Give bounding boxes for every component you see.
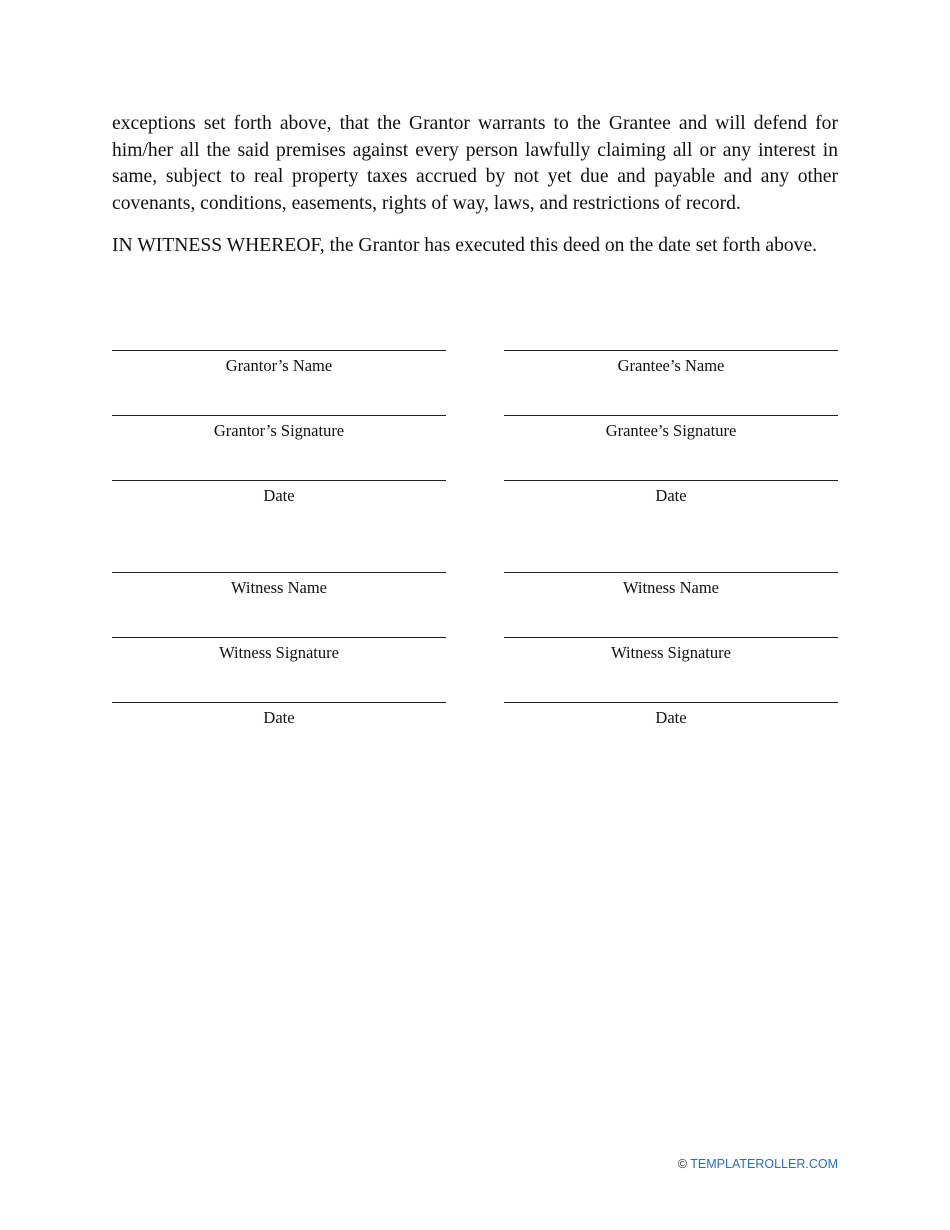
body-paragraph-witness-clause: IN WITNESS WHEREOF, the Grantor has executed this deed on the date set forth above.	[112, 235, 818, 256]
footer-copyright	[678, 1156, 838, 1172]
grantee-signature-label: Grantee’s Signature	[605, 421, 737, 440]
witness-right-name-block	[504, 572, 838, 598]
body-paragraph-warranty: exceptions set forth above, that the Grantor warrants to the Grantee and will defend for him/her all the said premises against every person lawfully claiming all or any interest in same, subject to real property taxes accrued by not yet due and payable and any other covenants, conditions, easements, rights of way, laws, and restrictions of record.	[112, 113, 838, 214]
witness-right-name-line[interactable]	[504, 572, 838, 573]
witness-left-date-block	[112, 702, 446, 728]
grantor-name-line[interactable]	[112, 350, 446, 351]
witness-left-signature-line[interactable]	[112, 637, 446, 638]
grantee-signature-line[interactable]	[504, 415, 838, 416]
grantor-date-label: Date	[263, 486, 295, 505]
grantee-date-block	[504, 480, 838, 506]
witness-left-signature-block	[112, 637, 446, 663]
witness-left-name-line[interactable]	[112, 572, 446, 573]
witness-left-name-label: Witness Name	[230, 578, 328, 597]
grantee-name-label: Grantee’s Name	[617, 356, 725, 375]
witness-left-name-block	[112, 572, 446, 598]
witness-right-date-block	[504, 702, 838, 728]
templateroller-link[interactable]: TEMPLATEROLLER.COM	[690, 1157, 838, 1171]
grantor-date-line[interactable]	[112, 480, 446, 481]
grantor-signature-line[interactable]	[112, 415, 446, 416]
copyright-symbol: ©	[677, 1157, 688, 1171]
grantor-signature-label: Grantor’s Signature	[213, 421, 345, 440]
grantee-name-line[interactable]	[504, 350, 838, 351]
witness-left-signature-label: Witness Signature	[219, 643, 339, 662]
grantee-name-block	[504, 350, 838, 376]
witness-right-date-line[interactable]	[504, 702, 838, 703]
grantor-signature-block	[112, 415, 446, 441]
witness-left-date-label: Date	[263, 708, 295, 727]
grantee-signature-block	[504, 415, 838, 441]
grantor-name-label: Grantor’s Name	[225, 356, 333, 375]
witness-right-signature-label: Witness Signature	[611, 643, 731, 662]
witness-right-signature-block	[504, 637, 838, 663]
grantee-date-line[interactable]	[504, 480, 838, 481]
witness-right-signature-line[interactable]	[504, 637, 838, 638]
witness-left-date-line[interactable]	[112, 702, 446, 703]
witness-right-date-label: Date	[655, 708, 687, 727]
grantor-name-block	[112, 350, 446, 376]
grantee-date-label: Date	[655, 486, 687, 505]
witness-right-name-label: Witness Name	[622, 578, 720, 597]
grantor-date-block	[112, 480, 446, 506]
